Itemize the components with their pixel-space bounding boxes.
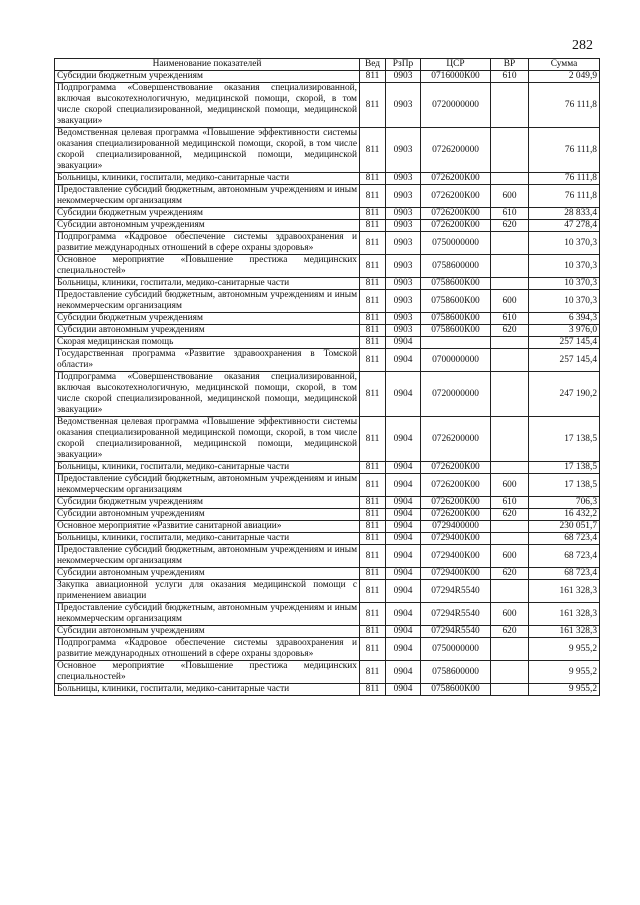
cell-ved: 811: [360, 462, 386, 474]
cell-vr: [491, 349, 529, 372]
cell-ved: 811: [360, 626, 386, 638]
table-row: [55, 325, 600, 337]
cell-rzpr: 0904: [386, 509, 421, 521]
cell-rzpr: 0903: [386, 232, 421, 255]
cell-name: Субсидии автономным учреждениям: [55, 325, 360, 337]
cell-csr: 0758600К00: [421, 278, 491, 290]
cell-vr: 600: [491, 603, 529, 626]
cell-sum: 76 111,8: [529, 185, 600, 208]
cell-rzpr: 0904: [386, 568, 421, 580]
cell-rzpr: 0904: [386, 684, 421, 696]
table-row: [55, 185, 600, 208]
table-header-row: [55, 59, 600, 71]
cell-name: Субсидии бюджетным учреждениям: [55, 208, 360, 220]
cell-csr: 07294R5540: [421, 580, 491, 603]
cell-sum: 161 328,3: [529, 603, 600, 626]
cell-ved: 811: [360, 278, 386, 290]
table-row: [55, 128, 600, 173]
cell-csr: 0758600000: [421, 661, 491, 684]
cell-ved: 811: [360, 372, 386, 417]
cell-rzpr: 0904: [386, 521, 421, 533]
cell-rzpr: 0904: [386, 626, 421, 638]
cell-ved: 811: [360, 337, 386, 349]
table-row: [55, 337, 600, 349]
table-row: [55, 255, 600, 278]
table-row: [55, 661, 600, 684]
page-number: 282: [572, 38, 593, 53]
cell-name: Основное мероприятие «Повышение престижа медицинских специальностей»: [55, 661, 360, 684]
table-row: [55, 349, 600, 372]
cell-sum: 9 955,2: [529, 638, 600, 661]
cell-ved: 811: [360, 128, 386, 173]
cell-name: Больницы, клиники, госпитали, медико-санитарные части: [55, 684, 360, 696]
cell-name: Государственная программа «Развитие здравоохранения в Томской области»: [55, 349, 360, 372]
cell-sum: 257 145,4: [529, 349, 600, 372]
cell-csr: 0729400000: [421, 521, 491, 533]
cell-vr: [491, 128, 529, 173]
cell-vr: [491, 337, 529, 349]
table-row: [55, 232, 600, 255]
table-row: [55, 521, 600, 533]
cell-rzpr: 0904: [386, 417, 421, 462]
cell-name: Основное мероприятие «Развитие санитарной авиации»: [55, 521, 360, 533]
cell-csr: 0726200К00: [421, 185, 491, 208]
cell-csr: 0726200К00: [421, 509, 491, 521]
cell-sum: 257 145,4: [529, 337, 600, 349]
cell-vr: [491, 372, 529, 417]
cell-vr: 610: [491, 208, 529, 220]
cell-ved: 811: [360, 313, 386, 325]
cell-csr: 0729400К00: [421, 545, 491, 568]
cell-csr: 0758600К00: [421, 290, 491, 313]
cell-csr: 0729400К00: [421, 533, 491, 545]
table-row: [55, 568, 600, 580]
cell-csr: 0726200К00: [421, 173, 491, 185]
table-row: [55, 626, 600, 638]
cell-ved: 811: [360, 474, 386, 497]
cell-csr: 07294R5540: [421, 603, 491, 626]
cell-name: Больницы, клиники, госпитали, медико-санитарные части: [55, 278, 360, 290]
cell-rzpr: 0904: [386, 337, 421, 349]
cell-name: Подпрограмма «Кадровое обеспечение системы здравоохранения и развитие международных отношений в сфере охраны здоровья»: [55, 638, 360, 661]
cell-sum: 68 723,4: [529, 568, 600, 580]
cell-sum: 706,3: [529, 497, 600, 509]
cell-name: Подпрограмма «Совершенствование оказания специализированной, включая высокотехнологичную, медицинской помощи, скорой, в том числе скорой специализированной, медицинской помощи, медицинской эвакуации»: [55, 83, 360, 128]
cell-rzpr: 0903: [386, 220, 421, 232]
cell-csr: 0716000К00: [421, 71, 491, 83]
cell-ved: 811: [360, 173, 386, 185]
cell-csr: 0758600000: [421, 255, 491, 278]
cell-ved: 811: [360, 521, 386, 533]
cell-vr: 600: [491, 290, 529, 313]
cell-name: Больницы, клиники, госпитали, медико-санитарные части: [55, 533, 360, 545]
cell-csr: 0750000000: [421, 232, 491, 255]
cell-ved: 811: [360, 661, 386, 684]
cell-rzpr: 0903: [386, 185, 421, 208]
cell-rzpr: 0904: [386, 638, 421, 661]
table-row: [55, 313, 600, 325]
cell-vr: 620: [491, 626, 529, 638]
cell-vr: [491, 638, 529, 661]
cell-name: Подпрограмма «Совершенствование оказания специализированной, включая высокотехнологичную, медицинской помощи, скорой, в том числе скорой специализированной, медицинской помощи, медицинской эвакуации»: [55, 372, 360, 417]
cell-csr: 0758600К00: [421, 325, 491, 337]
cell-rzpr: 0904: [386, 661, 421, 684]
cell-rzpr: 0904: [386, 545, 421, 568]
cell-vr: [491, 580, 529, 603]
table-row: [55, 278, 600, 290]
cell-vr: 600: [491, 545, 529, 568]
cell-vr: [491, 521, 529, 533]
cell-name: Основное мероприятие «Повышение престижа медицинских специальностей»: [55, 255, 360, 278]
cell-csr: 0726200К00: [421, 462, 491, 474]
cell-csr: 0758600К00: [421, 684, 491, 696]
cell-sum: 6 394,3: [529, 313, 600, 325]
cell-sum: 10 370,3: [529, 232, 600, 255]
cell-name: Субсидии автономным учреждениям: [55, 626, 360, 638]
cell-vr: [491, 661, 529, 684]
cell-rzpr: 0903: [386, 83, 421, 128]
cell-vr: 610: [491, 71, 529, 83]
cell-name: Ведомственная целевая программа «Повышение эффективности системы оказания специализированной медицинской помощи, скорой, в том числе скорой специализированной, медицинской помощи, медицинской эвакуации»: [55, 128, 360, 173]
table-row: [55, 173, 600, 185]
cell-vr: [491, 417, 529, 462]
cell-vr: 610: [491, 313, 529, 325]
cell-name: Подпрограмма «Кадровое обеспечение системы здравоохранения и развитие международных отношений в сфере охраны здоровья»: [55, 232, 360, 255]
cell-rzpr: 0903: [386, 313, 421, 325]
table-body: [55, 71, 600, 696]
cell-name: Субсидии автономным учреждениям: [55, 568, 360, 580]
cell-csr: 0726200К00: [421, 474, 491, 497]
cell-sum: 10 370,3: [529, 255, 600, 278]
cell-name: Скорая медицинская помощь: [55, 337, 360, 349]
cell-ved: 811: [360, 509, 386, 521]
cell-ved: 811: [360, 545, 386, 568]
cell-csr: 0726200К00: [421, 220, 491, 232]
table-row: [55, 71, 600, 83]
cell-name: Предоставление субсидий бюджетным, автономным учреждениям и иным некоммерческим организациям: [55, 603, 360, 626]
cell-vr: 610: [491, 497, 529, 509]
cell-sum: 17 138,5: [529, 417, 600, 462]
table-row: [55, 83, 600, 128]
table-row: [55, 220, 600, 232]
cell-rzpr: 0904: [386, 372, 421, 417]
cell-sum: 47 278,4: [529, 220, 600, 232]
cell-rzpr: 0903: [386, 71, 421, 83]
cell-name: Субсидии бюджетным учреждениям: [55, 497, 360, 509]
cell-ved: 811: [360, 533, 386, 545]
table-row: [55, 208, 600, 220]
cell-sum: 247 190,2: [529, 372, 600, 417]
cell-sum: 28 833,4: [529, 208, 600, 220]
cell-csr: 0750000000: [421, 638, 491, 661]
cell-vr: 620: [491, 568, 529, 580]
cell-sum: 68 723,4: [529, 545, 600, 568]
cell-vr: 620: [491, 220, 529, 232]
cell-sum: 17 138,5: [529, 462, 600, 474]
cell-name: Субсидии бюджетным учреждениям: [55, 313, 360, 325]
cell-ved: 811: [360, 568, 386, 580]
cell-ved: 811: [360, 83, 386, 128]
cell-ved: 811: [360, 71, 386, 83]
table-row: [55, 533, 600, 545]
cell-vr: [491, 533, 529, 545]
cell-sum: 76 111,8: [529, 83, 600, 128]
cell-rzpr: 0904: [386, 580, 421, 603]
cell-sum: 68 723,4: [529, 533, 600, 545]
cell-name: Предоставление субсидий бюджетным, автономным учреждениям и иным некоммерческим организациям: [55, 474, 360, 497]
cell-name: Закупка авиационной услуги для оказания медицинской помощи с применением авиации: [55, 580, 360, 603]
cell-sum: 76 111,8: [529, 173, 600, 185]
cell-sum: 76 111,8: [529, 128, 600, 173]
cell-name: Предоставление субсидий бюджетным, автономным учреждениям и иным некоммерческим организациям: [55, 185, 360, 208]
cell-sum: 10 370,3: [529, 278, 600, 290]
table-row: [55, 462, 600, 474]
table-row: [55, 509, 600, 521]
cell-rzpr: 0903: [386, 208, 421, 220]
cell-sum: 2 049,9: [529, 71, 600, 83]
cell-rzpr: 0903: [386, 173, 421, 185]
table-row: [55, 580, 600, 603]
cell-ved: 811: [360, 684, 386, 696]
cell-csr: 0758600К00: [421, 313, 491, 325]
cell-name: Ведомственная целевая программа «Повышение эффективности системы оказания специализированной медицинской помощи, скорой, в том числе скорой специализированной, медицинской помощи, медицинской эвакуации»: [55, 417, 360, 462]
cell-ved: 811: [360, 580, 386, 603]
cell-vr: [491, 278, 529, 290]
cell-rzpr: 0903: [386, 278, 421, 290]
cell-rzpr: 0904: [386, 462, 421, 474]
table-row: [55, 417, 600, 462]
cell-vr: [491, 173, 529, 185]
cell-rzpr: 0904: [386, 349, 421, 372]
cell-sum: 3 976,0: [529, 325, 600, 337]
cell-rzpr: 0903: [386, 290, 421, 313]
table-row: [55, 638, 600, 661]
cell-rzpr: 0904: [386, 497, 421, 509]
budget-table: [54, 58, 600, 696]
cell-vr: [491, 255, 529, 278]
cell-name: Больницы, клиники, госпитали, медико-санитарные части: [55, 173, 360, 185]
table-row: [55, 684, 600, 696]
table-row: [55, 603, 600, 626]
cell-csr: 0726200К00: [421, 208, 491, 220]
cell-name: Субсидии автономным учреждениям: [55, 220, 360, 232]
cell-ved: 811: [360, 325, 386, 337]
cell-rzpr: 0904: [386, 474, 421, 497]
header-vr: ВР: [491, 59, 529, 71]
cell-sum: 10 370,3: [529, 290, 600, 313]
cell-ved: 811: [360, 232, 386, 255]
cell-vr: [491, 232, 529, 255]
cell-vr: [491, 83, 529, 128]
table-row: [55, 474, 600, 497]
table-row: [55, 372, 600, 417]
table-row: [55, 497, 600, 509]
cell-csr: [421, 337, 491, 349]
cell-rzpr: 0903: [386, 128, 421, 173]
cell-ved: 811: [360, 417, 386, 462]
cell-csr: 0726200000: [421, 128, 491, 173]
cell-sum: 17 138,5: [529, 474, 600, 497]
cell-csr: 0720000000: [421, 372, 491, 417]
header-ved: Вед: [360, 59, 386, 71]
cell-ved: 811: [360, 290, 386, 313]
cell-sum: 161 328,3: [529, 580, 600, 603]
header-csr: ЦСР: [421, 59, 491, 71]
cell-sum: 9 955,2: [529, 661, 600, 684]
cell-csr: 07294R5540: [421, 626, 491, 638]
cell-ved: 811: [360, 497, 386, 509]
cell-name: Субсидии автономным учреждениям: [55, 509, 360, 521]
header-sum: Сумма: [529, 59, 600, 71]
cell-name: Субсидии бюджетным учреждениям: [55, 71, 360, 83]
cell-ved: 811: [360, 603, 386, 626]
cell-ved: 811: [360, 220, 386, 232]
cell-csr: 0726200К00: [421, 497, 491, 509]
cell-csr: 0700000000: [421, 349, 491, 372]
table-row: [55, 545, 600, 568]
cell-ved: 811: [360, 255, 386, 278]
cell-ved: 811: [360, 349, 386, 372]
cell-sum: 16 432,2: [529, 509, 600, 521]
cell-name: Предоставление субсидий бюджетным, автономным учреждениям и иным некоммерческим организациям: [55, 545, 360, 568]
cell-csr: 0720000000: [421, 83, 491, 128]
header-rzpr: РзПр: [386, 59, 421, 71]
cell-sum: 161 328,3: [529, 626, 600, 638]
cell-vr: 620: [491, 325, 529, 337]
cell-ved: 811: [360, 638, 386, 661]
cell-name: Больницы, клиники, госпитали, медико-санитарные части: [55, 462, 360, 474]
header-name: Наименование показателей: [55, 59, 360, 71]
cell-rzpr: 0903: [386, 255, 421, 278]
cell-sum: 230 051,7: [529, 521, 600, 533]
cell-rzpr: 0903: [386, 325, 421, 337]
cell-vr: 620: [491, 509, 529, 521]
cell-vr: 600: [491, 474, 529, 497]
cell-sum: 9 955,2: [529, 684, 600, 696]
cell-vr: [491, 684, 529, 696]
table-row: [55, 290, 600, 313]
cell-csr: 0726200000: [421, 417, 491, 462]
cell-ved: 811: [360, 208, 386, 220]
cell-name: Предоставление субсидий бюджетным, автономным учреждениям и иным некоммерческим организациям: [55, 290, 360, 313]
cell-vr: [491, 462, 529, 474]
cell-ved: 811: [360, 185, 386, 208]
cell-vr: 600: [491, 185, 529, 208]
cell-rzpr: 0904: [386, 533, 421, 545]
cell-csr: 0729400К00: [421, 568, 491, 580]
cell-rzpr: 0904: [386, 603, 421, 626]
